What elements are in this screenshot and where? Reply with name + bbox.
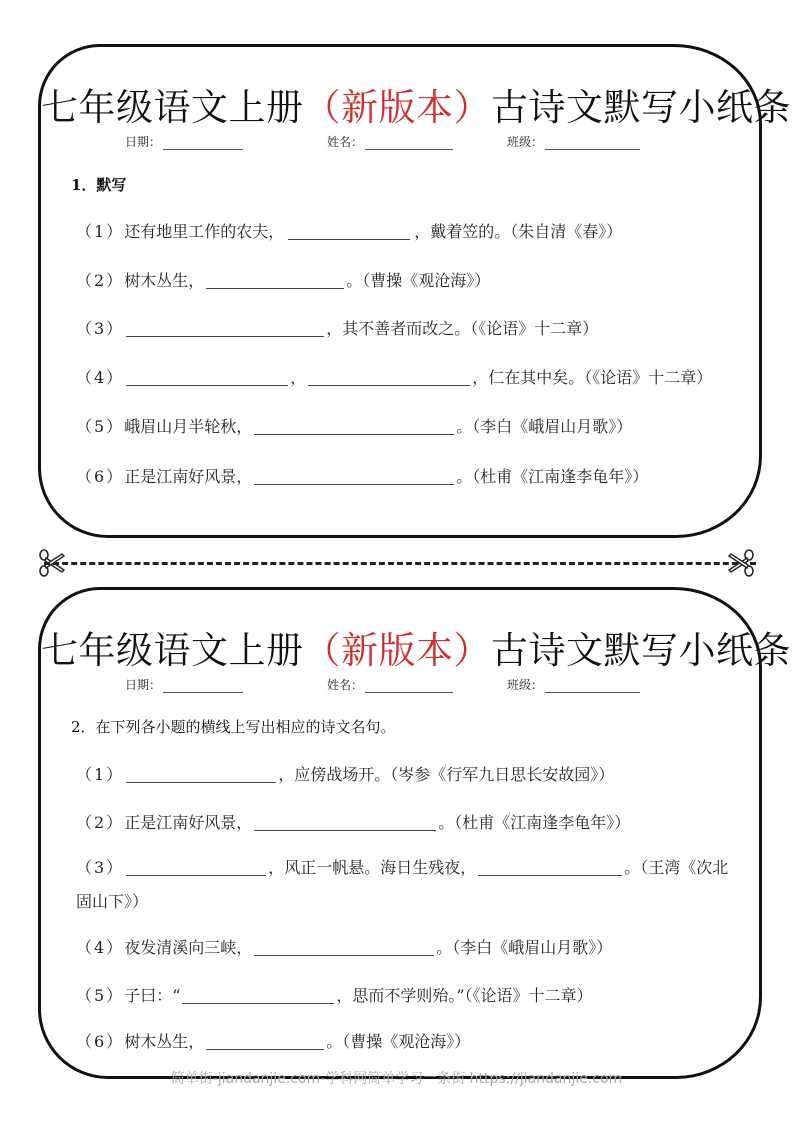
question-number: （2） [76,271,125,290]
card-title [41,77,791,131]
question-number: （3） [76,858,125,877]
question-4 [76,931,745,965]
question-source: 。（曹操《观沧海》） [326,1032,471,1051]
answer-blank[interactable] [254,414,454,435]
answer-blank[interactable] [126,762,276,783]
question-1 [76,758,745,792]
title-main: 七年级语文上册 [41,629,304,672]
question-text: 子曰：“ [124,986,181,1005]
answer-blank[interactable] [126,365,288,386]
class-field[interactable] [507,676,640,693]
student-info-row [41,676,759,694]
name-field[interactable] [327,133,453,150]
question-text: 正是江南好风景， [124,813,253,832]
answer-blank[interactable] [206,268,344,289]
question-1 [76,215,745,249]
question-text: ，风正一帆悬。海日生残夜， [268,858,477,877]
answer-blank[interactable] [308,365,470,386]
class-blank[interactable] [545,680,640,693]
answer-blank[interactable] [254,935,434,956]
title-edition: （新版本） [303,86,491,129]
title-sub: 古诗文默写小纸条 [491,629,791,672]
question-source: ，思而不学则殆。”（《论语》十二章） [336,986,593,1005]
question-6 [76,1025,745,1059]
question-number: （6） [76,1032,125,1051]
answer-blank[interactable] [206,1029,324,1050]
question-text: 树木丛生， [124,271,205,290]
question-number: （1） [76,222,125,241]
student-info-row [41,133,759,151]
title-edition: （新版本） [303,629,491,672]
question-source: 。（李白《峨眉山月歌》） [436,938,613,957]
question-2 [76,806,745,840]
question-number: （5） [76,417,125,436]
answer-blank[interactable] [254,464,454,485]
question-source: ，仁在其中矣。（《论语》十二章） [472,368,713,387]
question-text: 还有地里工作的农夫， [124,222,285,241]
question-source: ，其不善者而改之。（《论语》十二章） [326,319,599,338]
question-source: 。（王湾《次北固山下》） [76,858,729,911]
class-label: 班级： [507,135,544,149]
section-title: 1．默写 [71,176,127,194]
question-text: 树木丛生， [124,1032,205,1051]
question-number: （5） [76,986,125,1005]
answer-blank[interactable] [126,316,324,337]
answer-blank[interactable] [182,983,334,1004]
name-label: 姓名： [327,678,364,692]
class-label: 班级： [507,678,544,692]
question-3 [76,312,745,346]
card-title [41,620,791,674]
class-blank[interactable] [545,137,640,150]
question-number: （1） [76,765,125,784]
question-number: （2） [76,813,125,832]
name-blank[interactable] [365,137,453,150]
question-text: 夜发清溪向三峡， [124,938,253,957]
question-6 [76,460,745,494]
question-3 [76,851,741,919]
question-text: 正是江南好风景， [124,467,253,486]
scissors-icon [725,548,755,578]
question-5 [76,979,745,1013]
question-4: （4） ， ，仁在其中矣。（《论语》十二章） [76,361,745,395]
date-label: 日期： [125,135,162,149]
question-source: 。（杜甫《江南逢李龟年》） [438,813,631,832]
answer-blank[interactable] [254,810,436,831]
question-5 [76,410,745,444]
name-blank[interactable] [365,680,453,693]
question-number: （6） [76,467,125,486]
name-label: 姓名： [327,135,364,149]
answer-blank[interactable] [478,855,622,876]
answer-blank[interactable] [288,219,410,240]
question-text: 峨眉山月半轮秋， [124,417,253,436]
question-source: ，戴着笠的。（朱自清《春》） [414,222,623,241]
date-blank[interactable] [163,680,243,693]
cut-line [44,562,756,565]
name-field[interactable] [327,676,453,693]
title-main: 七年级语文上册 [41,86,304,129]
section-title: 2．在下列各小题的横线上写出相应的诗文名句。 [71,718,396,736]
question-source: ，应傍战场开。（岑参《行军九日思长安故园》） [278,765,615,784]
question-number: （4） [76,368,125,387]
question-source: 。（杜甫《江南逢李龟年》） [456,467,649,486]
question-number: （4） [76,938,125,957]
question-source: 。（李白《峨眉山月歌》） [456,417,633,436]
question-2 [76,264,745,298]
question-number: （3） [76,319,125,338]
date-label: 日期： [125,678,162,692]
dictation-card-2 [38,587,791,1079]
date-field[interactable] [125,133,243,150]
title-sub: 古诗文默写小纸条 [491,86,791,129]
answer-blank[interactable] [126,855,266,876]
question-source: 。（曹操《观沧海》） [346,271,491,290]
date-blank[interactable] [163,137,243,150]
date-field[interactable] [125,676,243,693]
dictation-card-1 [38,44,791,538]
watermark: 简单街-jiandanjie.com-学科网简单学习一条街 https://jiandanjie.com [170,1071,623,1087]
class-field[interactable] [507,133,640,150]
